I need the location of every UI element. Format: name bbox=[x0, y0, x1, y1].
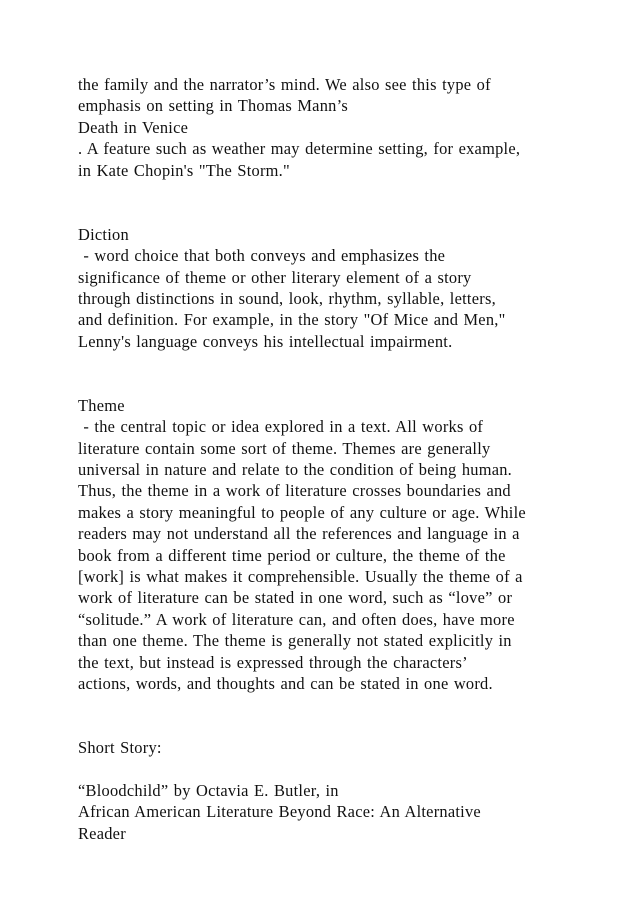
intro-line: . A feature such as weather may determine setting, for example, bbox=[78, 139, 521, 159]
paragraph-gap bbox=[78, 181, 578, 224]
diction-heading: Diction bbox=[78, 224, 129, 244]
theme-section bbox=[78, 395, 578, 694]
theme-line: [work] is what makes it comprehensible. Usually the theme of a bbox=[78, 567, 523, 587]
short-story-section bbox=[78, 737, 578, 844]
paragraph-gap bbox=[78, 694, 578, 737]
theme-line: readers may not understand all the references and language in a bbox=[78, 524, 520, 544]
diction-line: through distinctions in sound, look, rhythm, syllable, letters, bbox=[78, 288, 496, 308]
book-title-death-in-venice: Death in Venice bbox=[78, 117, 189, 137]
paragraph-gap bbox=[78, 759, 578, 780]
theme-line: the text, but instead is expressed through the characters’ bbox=[78, 652, 468, 672]
theme-line: Thus, the theme in a work of literature crosses boundaries and bbox=[78, 481, 511, 501]
short-story-line: Reader bbox=[78, 823, 126, 843]
intro-line: emphasis on setting in Thomas Mann’s bbox=[78, 96, 349, 116]
short-story-heading: Short Story: bbox=[78, 738, 162, 758]
theme-line: literature contain some sort of theme. Themes are generally bbox=[78, 438, 491, 458]
diction-line: significance of theme or other literary element of a story bbox=[78, 267, 472, 287]
intro-line: the family and the narrator’s mind. We also see this type of bbox=[78, 75, 491, 94]
theme-line: book from a different time period or culture, the theme of the bbox=[78, 545, 506, 565]
theme-line: - the central topic or idea explored in a text. All works of bbox=[78, 417, 484, 437]
diction-section bbox=[78, 224, 578, 352]
short-story-line: African American Literature Beyond Race: An Alternative bbox=[78, 802, 481, 822]
theme-line: work of literature can be stated in one word, such as “love” or bbox=[78, 588, 513, 608]
document-body bbox=[78, 74, 578, 844]
diction-line: - word choice that both conveys and emphasizes the bbox=[78, 246, 446, 266]
theme-heading: Theme bbox=[78, 395, 125, 415]
paragraph-gap bbox=[78, 352, 578, 395]
theme-line: than one theme. The theme is generally not stated explicitly in bbox=[78, 631, 512, 651]
diction-line: Lenny's language conveys his intellectual impairment. bbox=[78, 331, 453, 351]
intro-paragraph bbox=[78, 74, 578, 181]
theme-line: actions, words, and thoughts and can be stated in one word. bbox=[78, 673, 493, 693]
theme-line: “solitude.” A work of literature can, and often does, have more bbox=[78, 609, 515, 629]
intro-line: in Kate Chopin's "The Storm." bbox=[78, 160, 290, 180]
short-story-line: “Bloodchild” by Octavia E. Butler, in bbox=[78, 780, 339, 800]
diction-line: and definition. For example, in the story "Of Mice and Men," bbox=[78, 310, 506, 330]
theme-line: makes a story meaningful to people of any culture or age. While bbox=[78, 502, 526, 522]
theme-line: universal in nature and relate to the condition of being human. bbox=[78, 460, 513, 480]
